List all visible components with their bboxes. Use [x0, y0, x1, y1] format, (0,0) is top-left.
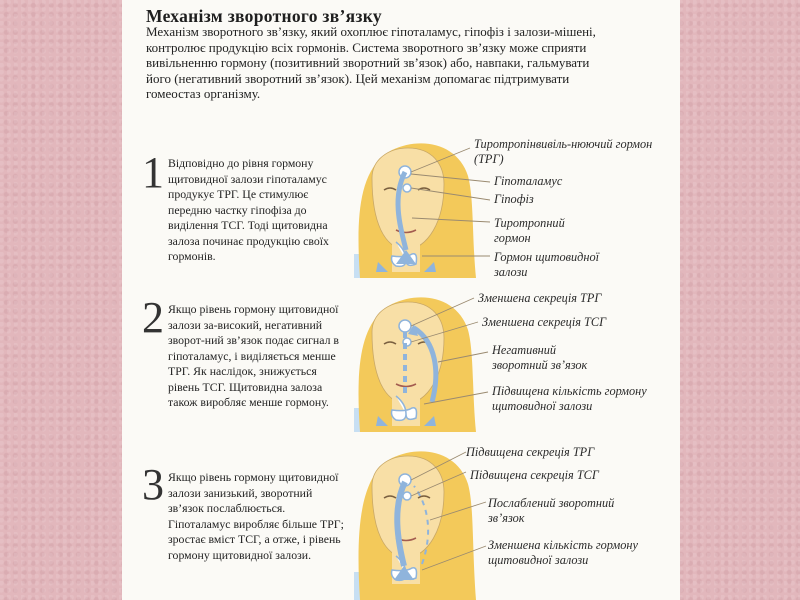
- hypothalamus-icon: [399, 320, 411, 332]
- diagram-label: Зменшена секреція ТСГ: [482, 315, 607, 329]
- diagram-label: Зменшена секреція ТРГ: [478, 291, 602, 305]
- diagram-panel-3: [122, 446, 680, 586]
- step-text-3: Якщо рівень гормону щитовидної залози занизький, зворотний зв’язок послаблюється. Гіпоталамус виробляє більше ТРГ; зростає вміст ТСГ, а отже, і рівень гормону щитовидної залози.: [168, 470, 344, 562]
- diagram-label: Гіпофіз: [494, 192, 534, 206]
- diagram-panel-1: [122, 138, 680, 278]
- diagram-label: Тиротропний гормон: [494, 216, 565, 245]
- step-number-3: 3: [142, 460, 164, 509]
- diagram-label: Послаблений зворотний зв’язок: [488, 496, 615, 525]
- page-title: Механізм зворотного зв’язку: [146, 6, 382, 26]
- diagram-label: Негативний зворотний зв’язок: [492, 343, 588, 372]
- step-number-2: 2: [142, 293, 164, 342]
- pituitary-icon: [403, 492, 411, 500]
- pituitary-icon: [403, 184, 411, 192]
- diagram-label: Підвищена секреція ТСГ: [470, 468, 599, 482]
- textbook-page: [122, 0, 680, 600]
- intro-paragraph: Механізм зворотного зв’язку, який охоплює гіпоталамус, гіпофіз і залози-мішені, контролює продукцію всіх гормонів. Система зворотного зв’язку може сприяти вивільненню гормону (позитивний зворотний зв’язок) або, навпаки, гальмувати його (негативний зворотний зв’язок). Цей механізм допомагає підтримувати гомеостаз організму.: [146, 24, 596, 101]
- step-number-1: 1: [142, 148, 164, 197]
- diagram-label: Підвищена секреція ТРГ: [466, 445, 595, 459]
- diagram-label: Гормон щитовидної залози: [494, 250, 600, 279]
- diagram-label: Тиротропінвивіль-нюючий гормон (ТРГ): [474, 137, 653, 166]
- diagram-panel-2: [122, 292, 680, 432]
- diagram-label: Гіпоталамус: [494, 174, 563, 188]
- step-text-2: Якщо рівень гормону щитовидної залози за-високий, негативний зворот-ний зв’язок подає сигнал в гіпоталамус, і виділяється менше ТРГ. Як наслідок, знижується рівень ТСГ. Щитовидна залоза також виробляє менше гормону.: [168, 302, 339, 409]
- diagram-label: Зменшена кількість гормону щитовидної залози: [488, 538, 638, 567]
- step-text-1: Відповідно до рівня гормону щитовидної залози гіпоталамус продукує ТРГ. Це стимулює передню частку гіпофіза до виділення ТСГ. Тоді щитовидна залоза починає продукцію своїх гормонів.: [168, 156, 329, 263]
- diagram-label: Підвищена кількість гормону щитовидної залози: [492, 384, 647, 413]
